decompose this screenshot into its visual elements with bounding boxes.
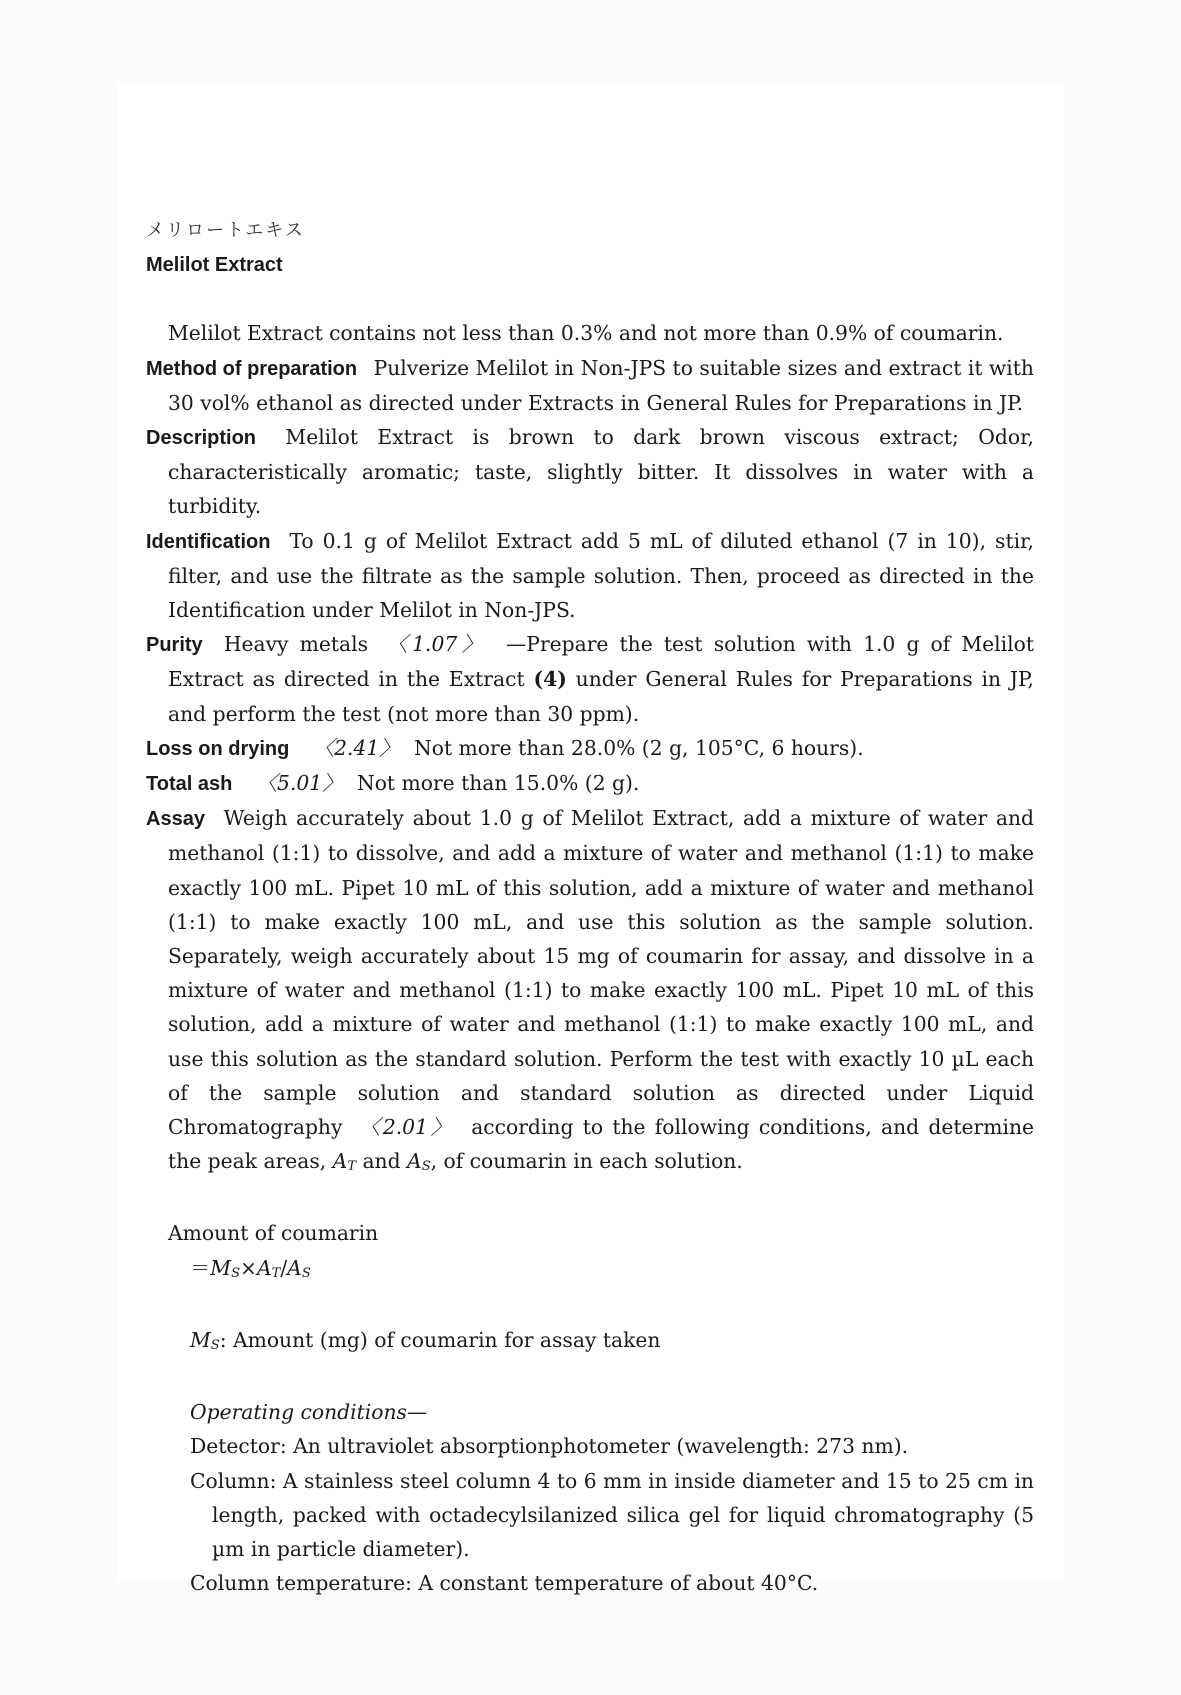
purity-section <box>146 627 1034 731</box>
total-ash-reference: 〈5.01〉 <box>256 771 343 796</box>
japanese-title: メリロートエキス <box>146 220 305 241</box>
purity-text-2: under General Rules for Preparations in JP, and perform the test (not more than 30 ppm). <box>168 667 1035 726</box>
purity-item-number: (4) <box>533 667 567 692</box>
purity-heading: Purity <box>146 634 203 657</box>
assay-and: and <box>362 1149 401 1174</box>
formula-label: Amount of coumarin <box>168 1221 379 1246</box>
assay-text-2: according to the following conditions, and determine the peak areas, <box>168 1115 1035 1174</box>
loss-on-drying-text: Not more than 28.0% (2 g, 105°C, 6 hours). <box>413 735 864 760</box>
identification-heading: Identification <box>146 530 271 553</box>
purity-text-1: —Prepare the test solution with 1.0 g of Melilot Extract as directed in the Extract <box>168 632 1034 692</box>
assay-as-symbol: $A_S$ <box>407 1149 431 1175</box>
loss-on-drying-section <box>146 731 1034 766</box>
total-ash-heading: Total ash <box>146 773 233 796</box>
detector-condition: Detector: An ultraviolet absorptionphotometer (wavelength: 273 nm). <box>190 1434 909 1459</box>
method-section <box>146 351 1034 420</box>
assay-text-1: Weigh accurately about 1.0 g of Melilot Extract, add a mixture of water and methanol (1:1) to dissolve, and add a mixture of water and methanol (1:1) to make exactly 100 mL. Pipet 10 mL of this solution, add a mixture of water and methanol (1:1) to make exactly 100 mL, and use this solution as the sample solution. Separately, weigh accurately about 15 mg of coumarin for assay, and dissolve in a mixture of water and methanol (1:1) to make exactly 100 mL. Pipet 10 mL of this solution, add a mixture of water and methanol (1:1) to make exactly 100 mL, and use this solution as the standard solution. Perform the test with exactly 10 µL each of the sample solution and standard solution as directed under Liquid Chromatography <box>168 806 1034 1140</box>
loss-on-drying-reference: 〈2.41〉 <box>313 735 400 760</box>
assay-reference: 〈2.01〉 <box>359 1115 454 1140</box>
document-page <box>118 84 1064 1596</box>
assay-heading: Assay <box>146 808 205 831</box>
assay-section <box>146 801 1034 1182</box>
ms-definition: $M_S$: Amount (mg) of coumarin for assay taken <box>190 1327 661 1353</box>
operating-conditions-heading: Operating conditions— <box>190 1400 428 1425</box>
method-heading: Method of preparation <box>146 357 358 380</box>
total-ash-section <box>146 766 1034 801</box>
method-text: Pulverize Melilot in Non-JPS to suitable sizes and extract it with 30 vol% ethanol as directed under Extracts in General Rules for Preparations in JP. <box>168 355 1034 415</box>
formula-expression: $=M_S\times A_T/A_S$ <box>190 1255 311 1281</box>
purity-subheading: Heavy metals <box>223 632 369 657</box>
description-heading: Description <box>146 427 257 450</box>
total-ash-text: Not more than 15.0% (2 g). <box>356 771 640 796</box>
assay-at-symbol: $A_T$ <box>332 1149 356 1175</box>
purity-reference: 〈1.07〉 <box>387 632 487 657</box>
loss-on-drying-heading: Loss on drying <box>146 737 290 760</box>
identification-section <box>146 524 1034 628</box>
intro-paragraph: Melilot Extract contains not less than 0.3% and not more than 0.9% of coumarin. <box>168 321 1004 346</box>
description-text: Melilot Extract is brown to dark brown viscous extract; Odor, characteristically aromatic; taste, slightly bitter. It dissolves in water with a turbidity. <box>168 425 1034 519</box>
document-content <box>146 214 1034 1600</box>
column-temperature-condition: Column temperature: A constant temperature of about 40°C. <box>190 1571 819 1596</box>
monograph-title: Melilot Extract <box>146 254 283 277</box>
identification-text: To 0.1 g of Melilot Extract add 5 mL of diluted ethanol (7 in 10), stir, filter, and use the filtrate as the sample solution. Then, proceed as directed in the Identification under Melilot in Non-JPS. <box>168 528 1034 623</box>
description-section <box>146 420 1034 524</box>
assay-text-3: , of coumarin in each solution. <box>430 1149 743 1174</box>
column-condition: Column: A stainless steel column 4 to 6 mm in inside diameter and 15 to 25 cm in length, packed with octadecylsilanized silica gel for liquid chromatography (5 µm in particle diameter). <box>190 1468 1034 1561</box>
